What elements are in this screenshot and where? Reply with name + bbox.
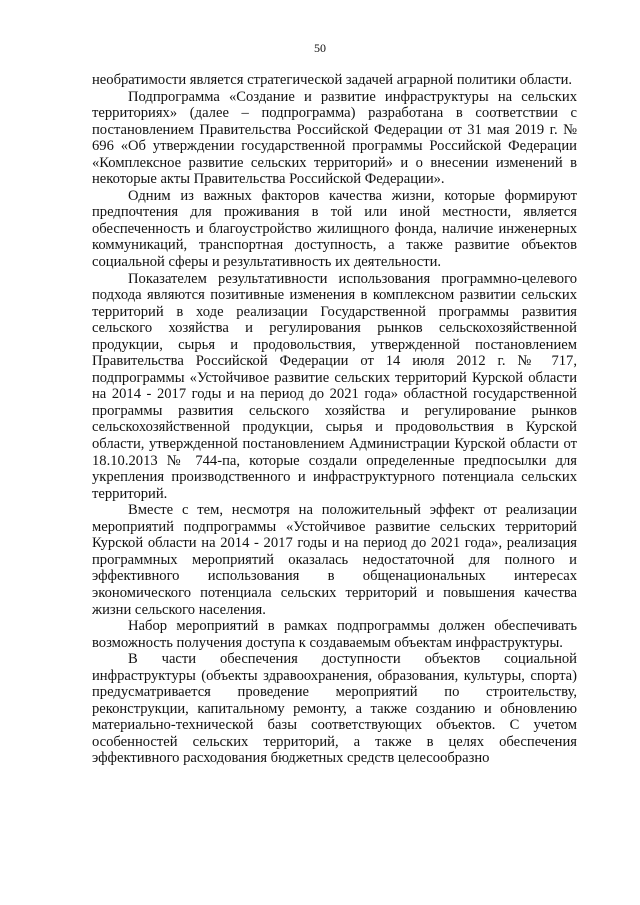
paragraph-6: Набор мероприятий в рамках подпрограммы должен обеспечивать возможность получения доступа к создаваемым объектам инфраструктуры. — [92, 618, 577, 651]
document-body — [92, 72, 577, 767]
paragraph-5: Вместе с тем, несмотря на положительный эффект от реализации мероприятий подпрограммы «Устойчивое развитие сельских территорий Курской области на 2014 - 2017 годы и на период до 2021 года», реализация программных мероприятий оказалась недостаточной для полного и эффективного использования в общенациональных интересах экономического потенциала сельских территорий и повышения качества жизни сельского населения. — [92, 502, 577, 618]
paragraph-4: Показателем результативности использования программно-целевого подхода являются позитивные изменения в комплексном развитии сельских территорий в ходе реализации Государственной программы развития сельского хозяйства и регулирования рынков сельскохозяйственной продукции, сырья и продовольствия, утвержденной постановлением Правительства Российской Федерации от 14 июля 2012 г. № 717, подпрограммы «Устойчивое развитие сельских территорий Курской области на 2014 - 2017 годы и на период до 2021 года» областной государственной программы развития сельского хозяйства и регулирование рынков сельскохозяйственной продукции, сырья и продовольствия в Курской области, утвержденной постановлением Администрации Курской области от 18.10.2013 № 744-па, которые создали определенные предпосылки для укрепления производственного и инфраструктурного потенциала сельских территорий. — [92, 270, 577, 502]
paragraph-1: необратимости является стратегической задачей аграрной политики области. — [92, 72, 573, 88]
paragraph-2: Подпрограмма «Создание и развитие инфраструктуры на сельских территориях» (далее – подпрограмма) разработана в соответствии с постановлением Правительства Российской Федерации от 31 мая 2019 г. № 696 «Об утверждении государственной программы Российской Федерации «Комплексное развитие сельских территорий» и о внесении изменений в некоторые акты Правительства Российской Федерации». — [92, 88, 577, 188]
paragraph-3: Одним из важных факторов качества жизни, которые формируют предпочтения для проживания в той или иной местности, является обеспеченность и благоустройство жилищного фонда, наличие инженерных коммуникаций, транспортная доступность, а также развитие объектов социальной сферы и результативность их деятельности. — [92, 187, 577, 271]
paragraph-7: В части обеспечения доступности объектов социальной инфраструктуры (объекты здравоохранения, образования, культуры, спорта) предусматривается проведение мероприятий по строительству, реконструкции, капитальному ремонту, а также созданию и обновлению материально-технической базы соответствующих объектов. С учетом особенностей сельских территорий, а также в целях обеспечения эффективного расходования бюджетных средств целесообразно — [92, 651, 577, 767]
page-number: 50 — [314, 41, 326, 55]
